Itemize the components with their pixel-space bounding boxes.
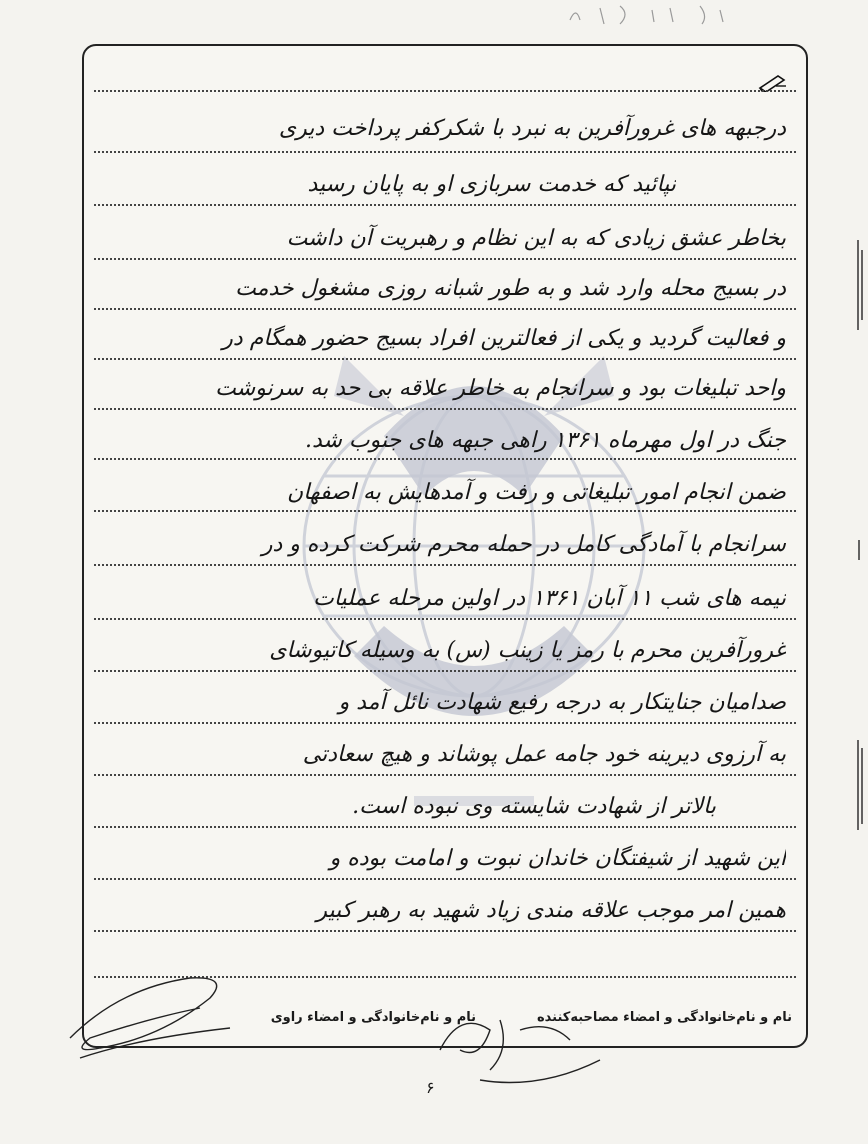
handwritten-line: این شهید از شیفتگان خاندان نبوت و امامت بوده و — [329, 846, 786, 871]
ruled-line — [94, 90, 796, 92]
ruled-line — [94, 564, 796, 566]
ruled-line — [94, 774, 796, 776]
handwritten-line: بخاطر عشق زیادی که به این نظام و رهبریت آن داشت — [286, 226, 786, 251]
handwritten-signature-left — [60, 968, 240, 1068]
ruled-line — [94, 722, 796, 724]
handwritten-line: نپائید که خدمت سربازی او به پایان رسید — [307, 172, 676, 197]
ruled-line — [94, 458, 796, 460]
handwritten-line: ضمن انجام امور تبلیغاتی و رفت و آمدهایش به اصفهان — [287, 480, 786, 505]
handwritten-line: و فعالیت گردید و یکی از فعالترین افراد بسیج حضور همگام در — [222, 326, 786, 351]
ruled-line — [94, 258, 796, 260]
ruled-lines — [94, 46, 796, 1046]
handwritten-signature-center — [420, 990, 610, 1100]
handwritten-line: صدامیان جنایتکار به درجه رفیع شهادت نائل آمد و — [338, 690, 786, 715]
ruled-line — [94, 308, 796, 310]
handwritten-line: نیمه های شب ۱۱ آبان ۱۳۶۱ در اولین مرحله عملیات — [313, 586, 786, 611]
binder-mark-bottom — [856, 740, 864, 830]
interviewer-signature-label: نام و نام‌خانوادگی و امضاء مصاحبه‌کننده — [537, 1010, 792, 1025]
handwritten-line: جنگ در اول مهرماه ۱۳۶۱ راهی جبهه های جنوب شد. — [304, 428, 786, 453]
handwritten-line: به آرزوی دیرینه خود جامه عمل پوشاند و هیچ سعادتی — [302, 742, 786, 767]
ruled-line — [94, 408, 796, 410]
handwritten-line: درجبهه های غرورآفرین به نبرد با شکرکفر پرداخت دیری — [278, 116, 786, 141]
handwritten-line: در بسیج محله وارد شد و به طور شبانه روزی مشغول خدمت — [235, 276, 786, 301]
handwritten-line: غرورآفرین محرم با رمز یا زینب (س) به وسیله کاتیوشای — [269, 638, 786, 663]
binder-mark-top — [856, 240, 864, 330]
page-corner-scribble — [560, 0, 740, 28]
binder-mark-middle — [856, 540, 864, 560]
ruled-line — [94, 204, 796, 206]
handwritten-line: واحد تبلیغات بود و سرانجام به خاطر علاقه بی حد به سرنوشت — [215, 376, 786, 401]
ruled-line — [94, 670, 796, 672]
ruled-line — [94, 510, 796, 512]
ruled-line — [94, 930, 796, 932]
ruled-line — [94, 358, 796, 360]
handwritten-line: همین امر موجب علاقه مندی زیاد شهید به رهبر کبیر — [316, 898, 786, 923]
page-number: ۶ — [426, 1078, 435, 1097]
handwritten-line: سرانجام با آمادگی کامل در حمله محرم شرکت کرده و در — [261, 532, 786, 557]
ruled-line — [94, 618, 796, 620]
form-frame — [82, 44, 808, 1048]
ruled-line — [94, 878, 796, 880]
ruled-line — [94, 151, 796, 153]
narrator-signature-label: نام و نام‌خانوادگی و امضاء راوی — [270, 1010, 476, 1025]
ruled-line — [94, 826, 796, 828]
handwritten-line: بالاتر از شهادت شایسته وی نبوده است. — [352, 794, 716, 819]
